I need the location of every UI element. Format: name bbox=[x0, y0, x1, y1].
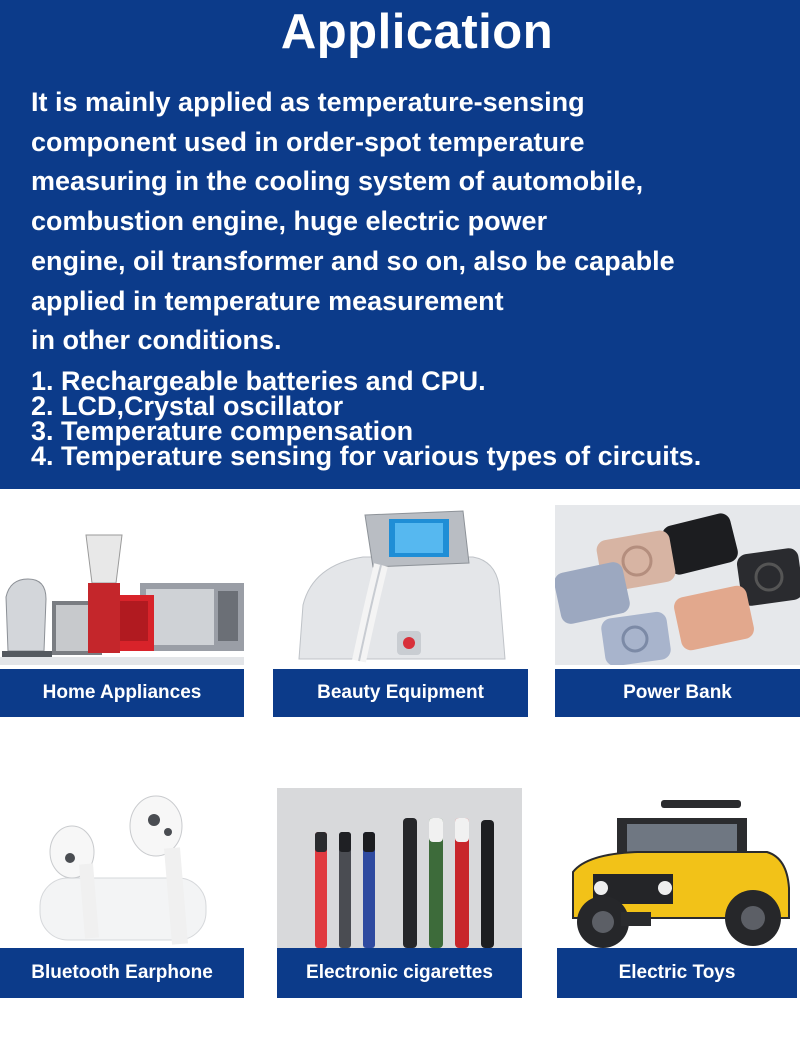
beauty-equipment-image bbox=[273, 505, 528, 665]
card-label: Power Bank bbox=[555, 669, 800, 717]
page-title: Application bbox=[280, 5, 554, 59]
application-banner bbox=[0, 0, 800, 489]
card-home-appliances[interactable] bbox=[0, 505, 244, 717]
list-item: 1. Rechargeable batteries and CPU. bbox=[31, 366, 486, 396]
card-beauty-equipment[interactable] bbox=[273, 505, 528, 717]
intro-line: engine, oil transformer and so on, also be capable bbox=[31, 245, 675, 276]
card-power-bank[interactable] bbox=[555, 505, 800, 717]
bluetooth-earphone-image bbox=[0, 788, 244, 948]
list-item: 4. Temperature sensing for various types of circuits. bbox=[31, 441, 702, 471]
home-appliances-image bbox=[0, 505, 244, 665]
electric-toys-image bbox=[557, 788, 797, 948]
card-bluetooth-earphone[interactable] bbox=[0, 788, 244, 998]
intro-line: in other conditions. bbox=[31, 325, 282, 356]
list-item: 2. LCD,Crystal oscillator bbox=[31, 391, 344, 421]
intro-line: combustion engine, huge electric power bbox=[31, 206, 548, 237]
intro-line: applied in temperature measurement bbox=[31, 285, 504, 316]
intro-paragraph bbox=[31, 83, 791, 361]
card-label: Bluetooth Earphone bbox=[0, 948, 244, 998]
card-electric-toys[interactable] bbox=[557, 788, 797, 998]
list-item: 3. Temperature compensation bbox=[31, 416, 414, 446]
card-electronic-cigarettes[interactable] bbox=[277, 788, 522, 998]
intro-line: component used in order-spot temperature bbox=[31, 126, 585, 157]
card-label: Electronic cigarettes bbox=[277, 948, 522, 998]
intro-line: It is mainly applied as temperature-sensing bbox=[31, 87, 585, 117]
card-label: Beauty Equipment bbox=[273, 669, 528, 717]
intro-line: measuring in the cooling system of automobile, bbox=[31, 166, 644, 197]
card-label: Home Appliances bbox=[0, 669, 244, 717]
power-bank-image bbox=[555, 505, 800, 665]
electronic-cigarettes-image bbox=[277, 788, 522, 948]
card-label: Electric Toys bbox=[557, 948, 797, 998]
uses-list bbox=[31, 366, 791, 471]
